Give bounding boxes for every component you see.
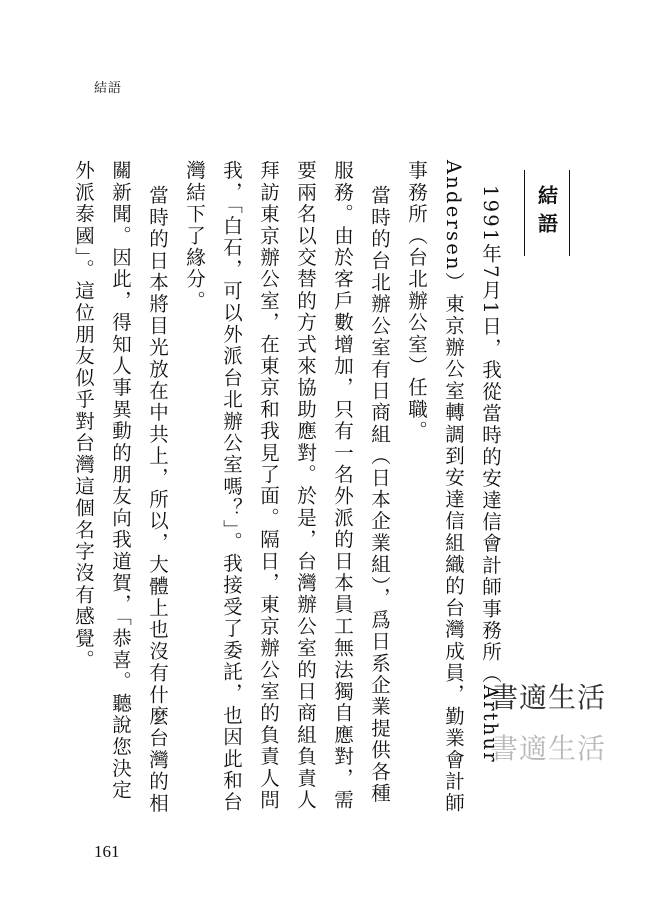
watermark-primary: 書適生活 (489, 681, 606, 714)
paragraph-3: 當時的日本將目光放在中共上，所以，大體上也沒有什麼台灣的相關新聞。因此，得知人事異動的朋友向我道賀，「恭喜。聽說您決定外派泰國」。這位朋友似乎對台灣這個名字沒有感覺。 (72, 160, 169, 815)
page-number: 161 (94, 842, 120, 861)
running-head: 結語 (94, 81, 123, 96)
watermark-secondary: 書適生活 (489, 732, 606, 765)
paragraph-1: 1991年7月1日，我從當時的安達信會計師事務所（Arthur Andersen）東京辦公室轉調到安達信組織的台灣成員，勤業會計師事務所（台北辦公室）任職。 (405, 160, 502, 815)
chapter-title: 結語 (524, 170, 570, 256)
body-text (72, 160, 509, 820)
paragraph-2: 當時的台北辦公室有日商組（日本企業組），爲日系企業提供各種服務。由於客戶數增加，只有一名外派的日本員工無法獨自應對，需要兩名以交替的方式來協助應對。於是，台灣辦公室的日商組負責人拜訪東京辦公室，在東京和我見了面。隔日，東京辦公室的負責人問我，「白石，可以外派台北辦公室嗎？」。我接受了委託，也因此和台灣結下了緣分。 (183, 160, 391, 814)
